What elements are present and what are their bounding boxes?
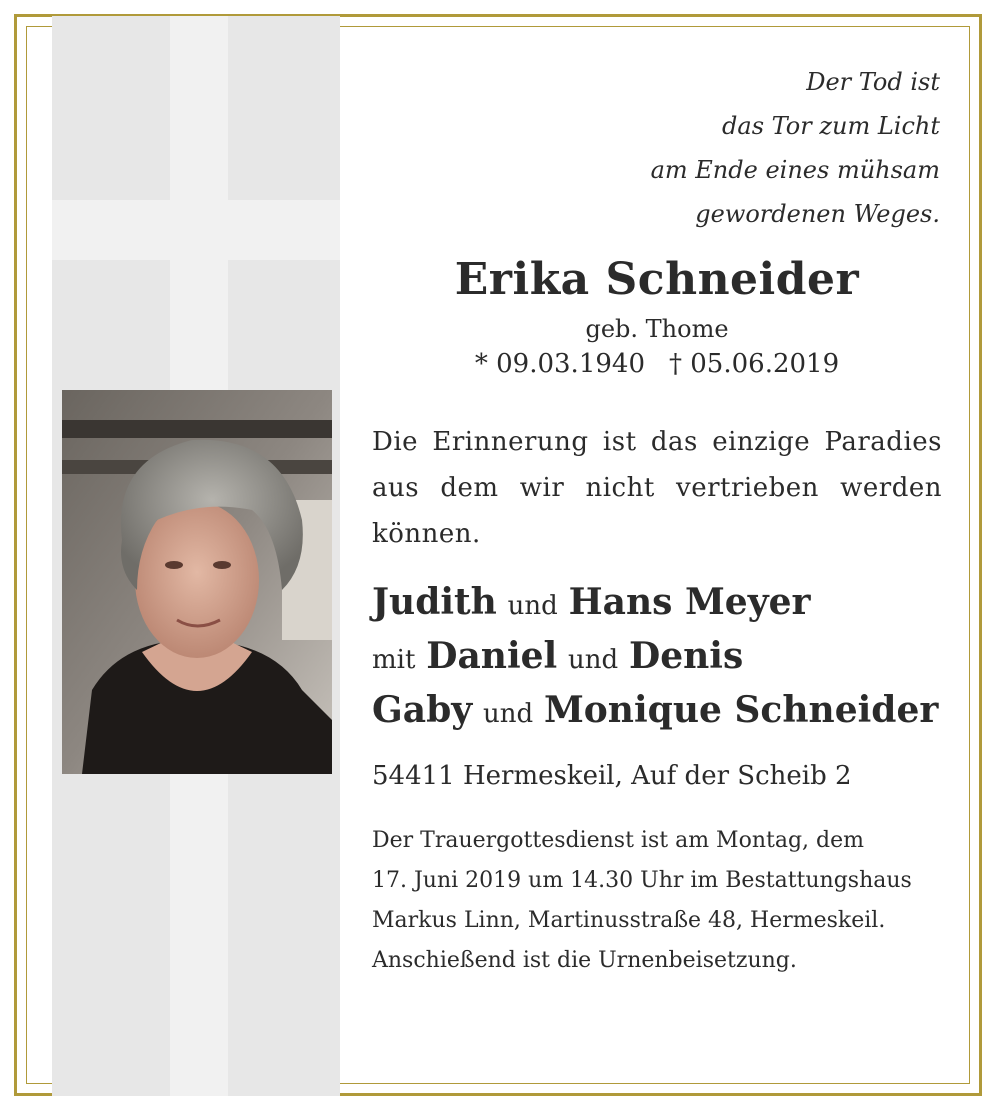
memorial-quote: Die Erinnerung ist das einzige Paradies aus dem wir nicht vertrieben werden können. [372, 427, 942, 549]
address: 54411 Hermeskeil, Auf der Scheib 2 [372, 761, 852, 791]
poem-line: Der Tod ist [806, 68, 940, 96]
birth-date: * 09.03.1940 [474, 349, 645, 379]
mourner-line [372, 685, 942, 739]
service-line: Der Trauergottesdienst ist am Montag, dem [372, 828, 864, 853]
mourner-name: Gaby [372, 689, 473, 731]
mourner-name: Judith [372, 581, 497, 623]
life-dates [372, 349, 942, 379]
mourner-name: Hans Meyer [568, 581, 811, 623]
poem [372, 60, 940, 236]
conjunction: und [507, 591, 558, 621]
conjunction: und [568, 645, 619, 675]
service-line: 17. Juni 2019 um 14.30 Uhr im Bestattungshaus [372, 868, 912, 893]
mourner-line [372, 577, 942, 631]
poem-line: gewordenen Weges. [695, 200, 940, 228]
service-info [372, 821, 942, 981]
mourner-name: Monique Schneider [543, 689, 939, 731]
mourner-name: Daniel [426, 635, 558, 677]
poem-line: das Tor zum Licht [722, 112, 940, 140]
service-line: Anschießend ist die Urnenbeisetzung. [372, 948, 797, 973]
poem-line: am Ende eines mühsam [650, 156, 940, 184]
birth-name: geb. Thome [585, 315, 729, 343]
conjunction: und [482, 699, 534, 729]
service-line: Markus Linn, Martinusstraße 48, Hermeskeil. [372, 908, 886, 933]
mourners [372, 577, 942, 739]
mourner-name: Denis [628, 635, 744, 677]
obituary-text [372, 60, 942, 981]
portrait-photo [62, 390, 332, 774]
death-date: † 05.06.2019 [669, 349, 840, 379]
cross-horizontal-bar [52, 200, 340, 260]
deceased-name: Erika Schneider [454, 254, 860, 305]
conjunction: mit [372, 645, 416, 675]
mourner-line [372, 631, 942, 685]
